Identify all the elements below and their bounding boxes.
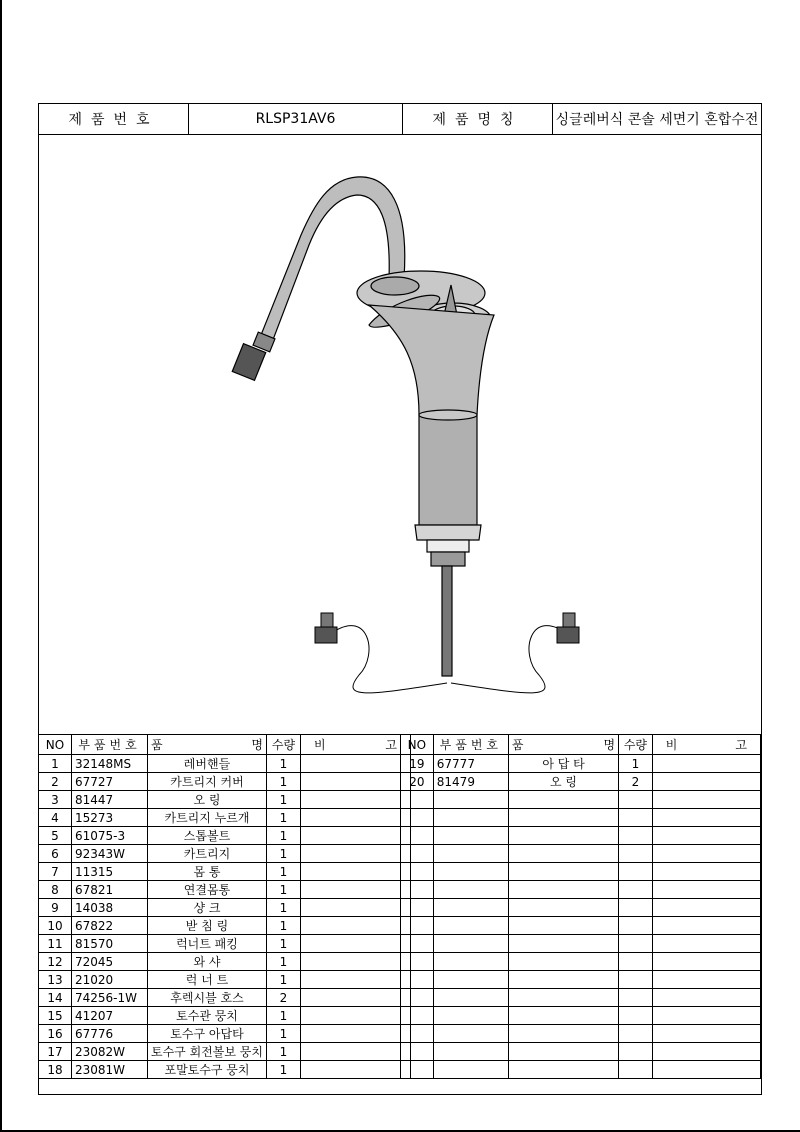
table-row-empty: [401, 827, 761, 845]
cell-no: 15: [39, 1007, 72, 1025]
cell-empty: [619, 863, 653, 881]
cell-qty: 1: [266, 773, 300, 791]
cell-name: 카트리지: [148, 845, 267, 863]
aerator: [232, 344, 265, 381]
hose-right-nut: [557, 627, 579, 643]
cell-empty: [619, 917, 653, 935]
cell-part-no: 15273: [72, 809, 148, 827]
cell-empty: [433, 845, 508, 863]
cell-empty: [652, 1061, 760, 1079]
table-row-empty: [401, 863, 761, 881]
table-row: [39, 755, 411, 773]
cell-remark: [652, 773, 760, 791]
table-row: [39, 845, 411, 863]
cell-empty: [433, 1043, 508, 1061]
cell-remark: [300, 1043, 410, 1061]
cell-empty: [433, 827, 508, 845]
cell-empty: [652, 935, 760, 953]
cell-part-no: 23082W: [72, 1043, 148, 1061]
cell-name: 토수구 아답타: [148, 1025, 267, 1043]
cell-no: 12: [39, 953, 72, 971]
cell-empty: [433, 935, 508, 953]
col-part-no: 부품번호: [433, 735, 508, 755]
cell-empty: [619, 791, 653, 809]
cell-part-no: 21020: [72, 971, 148, 989]
table-row: [39, 791, 411, 809]
cell-remark: [300, 863, 410, 881]
table-row-empty: [401, 791, 761, 809]
table-row: [401, 755, 761, 773]
hose-center: [442, 566, 452, 676]
cell-empty: [619, 899, 653, 917]
cell-qty: 1: [266, 917, 300, 935]
cell-qty: 1: [266, 881, 300, 899]
cell-qty: 1: [266, 755, 300, 773]
cell-empty: [433, 971, 508, 989]
cell-empty: [619, 953, 653, 971]
cell-empty: [433, 809, 508, 827]
cell-qty: 1: [266, 791, 300, 809]
cell-empty: [619, 1025, 653, 1043]
cell-qty: 1: [266, 971, 300, 989]
cell-no: 2: [39, 773, 72, 791]
cell-empty: [401, 989, 434, 1007]
cell-part-no: 23081W: [72, 1061, 148, 1079]
cell-empty: [433, 1061, 508, 1079]
cell-no: 19: [401, 755, 434, 773]
cell-part-no: 67777: [433, 755, 508, 773]
col-remark: 비 고: [300, 735, 410, 755]
cell-empty: [401, 845, 434, 863]
table-row-empty: [401, 953, 761, 971]
product-name: 싱글레버식 콘솔 세면기 혼합수전: [555, 112, 759, 128]
cell-remark: [300, 791, 410, 809]
cell-empty: [508, 845, 618, 863]
cell-remark: [300, 1007, 410, 1025]
table-row: [39, 989, 411, 1007]
cell-empty: [652, 845, 760, 863]
cell-empty: [619, 1007, 653, 1025]
cell-name: 오 링: [508, 773, 618, 791]
table-row-empty: [401, 845, 761, 863]
cell-remark: [300, 809, 410, 827]
table-row-empty: [401, 1043, 761, 1061]
cell-part-no: 61075-3: [72, 827, 148, 845]
cell-name: 포말토수구 뭉치: [148, 1061, 267, 1079]
table-row: [39, 773, 411, 791]
cell-qty: 1: [266, 953, 300, 971]
cell-empty: [652, 1025, 760, 1043]
parts-table-right: [400, 734, 761, 1079]
cell-empty: [508, 1007, 618, 1025]
cell-qty: 1: [619, 755, 653, 773]
cell-part-no: 92343W: [72, 845, 148, 863]
cell-empty: [508, 899, 618, 917]
cell-empty: [401, 1043, 434, 1061]
cell-remark: [300, 773, 410, 791]
cell-no: 11: [39, 935, 72, 953]
cell-empty: [619, 881, 653, 899]
table-row: [39, 863, 411, 881]
table-row: [39, 971, 411, 989]
table-row: [401, 773, 761, 791]
cell-remark: [300, 755, 410, 773]
cell-empty: [401, 827, 434, 845]
body: [419, 415, 477, 525]
table-row-empty: [401, 1061, 761, 1079]
cell-remark: [300, 881, 410, 899]
col-part-no: 부품번호: [72, 735, 148, 755]
cell-empty: [652, 953, 760, 971]
cell-empty: [401, 953, 434, 971]
cell-no: 7: [39, 863, 72, 881]
cell-empty: [508, 881, 618, 899]
cell-remark: [300, 989, 410, 1007]
spout-base: [371, 277, 419, 295]
cell-empty: [652, 989, 760, 1007]
table-row-empty: [401, 935, 761, 953]
cell-empty: [433, 881, 508, 899]
cell-empty: [652, 917, 760, 935]
col-remark: 비 고: [652, 735, 760, 755]
cell-empty: [401, 881, 434, 899]
cell-part-no: 41207: [72, 1007, 148, 1025]
cell-name: 아 답 타: [508, 755, 618, 773]
cell-empty: [401, 935, 434, 953]
cell-part-no: 81570: [72, 935, 148, 953]
cell-name: 와 샤: [148, 953, 267, 971]
cell-remark: [300, 1025, 410, 1043]
body-flare: [369, 305, 494, 415]
cell-part-no: 11315: [72, 863, 148, 881]
cell-qty: 1: [266, 1043, 300, 1061]
cell-remark: [300, 971, 410, 989]
cell-empty: [401, 917, 434, 935]
cell-empty: [508, 827, 618, 845]
cell-name: 토수관 뭉치: [148, 1007, 267, 1025]
cell-no: 14: [39, 989, 72, 1007]
cell-remark: [300, 953, 410, 971]
cell-qty: 1: [266, 899, 300, 917]
cell-no: 13: [39, 971, 72, 989]
cell-remark: [300, 935, 410, 953]
cell-qty: 1: [266, 827, 300, 845]
cell-name: 카트리지 누르개: [148, 809, 267, 827]
cell-name: 럭 너 트: [148, 971, 267, 989]
table-row-empty: [401, 917, 761, 935]
cell-empty: [401, 1025, 434, 1043]
cell-no: 5: [39, 827, 72, 845]
cell-part-no: 67821: [72, 881, 148, 899]
cell-qty: 2: [266, 989, 300, 1007]
cell-qty: 1: [266, 845, 300, 863]
col-qty: 수량: [266, 735, 300, 755]
col-name: 품 명: [508, 735, 618, 755]
cell-part-no: 74256-1W: [72, 989, 148, 1007]
cell-part-no: 67776: [72, 1025, 148, 1043]
cell-empty: [433, 791, 508, 809]
cell-empty: [508, 863, 618, 881]
lock-nut: [431, 552, 465, 566]
cell-qty: 1: [266, 809, 300, 827]
cell-empty: [652, 971, 760, 989]
cell-empty: [433, 953, 508, 971]
cell-part-no: 67727: [72, 773, 148, 791]
table-row-empty: [401, 1007, 761, 1025]
cell-no: 8: [39, 881, 72, 899]
cell-empty: [508, 971, 618, 989]
table-row-empty: [401, 971, 761, 989]
cell-empty: [619, 971, 653, 989]
col-name: 품 명: [148, 735, 267, 755]
cell-no: 10: [39, 917, 72, 935]
cell-name: 오 링: [148, 791, 267, 809]
table-row: [39, 809, 411, 827]
cell-empty: [652, 827, 760, 845]
cell-no: 17: [39, 1043, 72, 1061]
table-row: [39, 953, 411, 971]
cell-name: 럭너트 패킹: [148, 935, 267, 953]
product-no: RLSP31AV6: [189, 104, 403, 134]
cell-empty: [401, 971, 434, 989]
cell-empty: [433, 917, 508, 935]
cell-no: 1: [39, 755, 72, 773]
cell-empty: [619, 827, 653, 845]
faucet-exploded-drawing: [39, 135, 760, 732]
cell-empty: [508, 809, 618, 827]
table-row-empty: [401, 1025, 761, 1043]
cell-no: 18: [39, 1061, 72, 1079]
product-no-label: 제품번호: [39, 104, 189, 134]
cell-part-no: 67822: [72, 917, 148, 935]
body-ring: [419, 410, 477, 420]
cell-name: 후렉시블 호스: [148, 989, 267, 1007]
cell-no: 9: [39, 899, 72, 917]
cell-name: 샹 크: [148, 899, 267, 917]
table-row: [39, 899, 411, 917]
cell-empty: [401, 1007, 434, 1025]
parts-table-left: [38, 734, 411, 1079]
cell-empty: [401, 863, 434, 881]
cell-no: 16: [39, 1025, 72, 1043]
cell-qty: 2: [619, 773, 653, 791]
cell-empty: [508, 791, 618, 809]
hose-left-nut: [315, 627, 337, 643]
product-name-label: 제품명칭: [403, 104, 553, 134]
connection-body: [415, 525, 481, 540]
page-border: [0, 0, 2, 1132]
col-no: NO: [401, 735, 434, 755]
cell-empty: [652, 791, 760, 809]
cell-empty: [619, 1043, 653, 1061]
cell-empty: [652, 809, 760, 827]
table-row: [39, 827, 411, 845]
col-qty: 수량: [619, 735, 653, 755]
col-no: NO: [39, 735, 72, 755]
table-row-empty: [401, 899, 761, 917]
cell-remark: [300, 917, 410, 935]
cell-remark: [652, 755, 760, 773]
cell-qty: 1: [266, 863, 300, 881]
cell-part-no: 81479: [433, 773, 508, 791]
cell-qty: 1: [266, 935, 300, 953]
cell-empty: [652, 863, 760, 881]
table-row: [39, 1007, 411, 1025]
cell-empty: [619, 935, 653, 953]
cell-no: 4: [39, 809, 72, 827]
cell-empty: [619, 1061, 653, 1079]
cell-empty: [433, 863, 508, 881]
cell-empty: [433, 989, 508, 1007]
hose-right: [451, 626, 569, 693]
cell-part-no: 81447: [72, 791, 148, 809]
cell-name: 몸 통: [148, 863, 267, 881]
hose-left: [329, 626, 447, 693]
cell-empty: [433, 1025, 508, 1043]
cell-no: 20: [401, 773, 434, 791]
table-row: [39, 935, 411, 953]
cell-qty: 1: [266, 1007, 300, 1025]
cell-empty: [652, 1007, 760, 1025]
cell-name: 카트리지 커버: [148, 773, 267, 791]
cell-empty: [508, 953, 618, 971]
cell-empty: [433, 1007, 508, 1025]
cell-name: 토수구 회전볼보 뭉치: [148, 1043, 267, 1061]
cell-no: 3: [39, 791, 72, 809]
cell-empty: [508, 1061, 618, 1079]
cell-empty: [619, 809, 653, 827]
cell-qty: 1: [266, 1061, 300, 1079]
table-row: [39, 1025, 411, 1043]
cell-empty: [508, 989, 618, 1007]
cell-name: 스톱볼트: [148, 827, 267, 845]
table-row: [39, 1043, 411, 1061]
cell-remark: [300, 845, 410, 863]
cell-remark: [300, 827, 410, 845]
cell-name: 연결몸통: [148, 881, 267, 899]
cell-qty: 1: [266, 1025, 300, 1043]
cell-empty: [652, 899, 760, 917]
cell-name: 레버핸들: [148, 755, 267, 773]
table-row: [39, 1061, 411, 1079]
cell-empty: [401, 1061, 434, 1079]
cell-empty: [401, 899, 434, 917]
cell-empty: [508, 1025, 618, 1043]
cell-empty: [619, 845, 653, 863]
cell-empty: [401, 809, 434, 827]
table-row: [39, 881, 411, 899]
washer-ring: [427, 540, 469, 552]
cell-empty: [652, 1043, 760, 1061]
cell-empty: [401, 791, 434, 809]
drawing-sheet: [38, 103, 762, 1095]
cell-empty: [619, 989, 653, 1007]
cell-remark: [300, 1061, 410, 1079]
table-row: [39, 917, 411, 935]
cell-empty: [433, 899, 508, 917]
cell-part-no: 32148MS: [72, 755, 148, 773]
title-block: [39, 104, 761, 135]
cell-empty: [508, 917, 618, 935]
cell-empty: [652, 881, 760, 899]
cell-part-no: 14038: [72, 899, 148, 917]
table-row-empty: [401, 881, 761, 899]
cell-no: 6: [39, 845, 72, 863]
table-row-empty: [401, 989, 761, 1007]
cell-name: 받 침 링: [148, 917, 267, 935]
cell-empty: [508, 935, 618, 953]
cell-remark: [300, 899, 410, 917]
table-row-empty: [401, 809, 761, 827]
cell-empty: [508, 1043, 618, 1061]
cell-part-no: 72045: [72, 953, 148, 971]
